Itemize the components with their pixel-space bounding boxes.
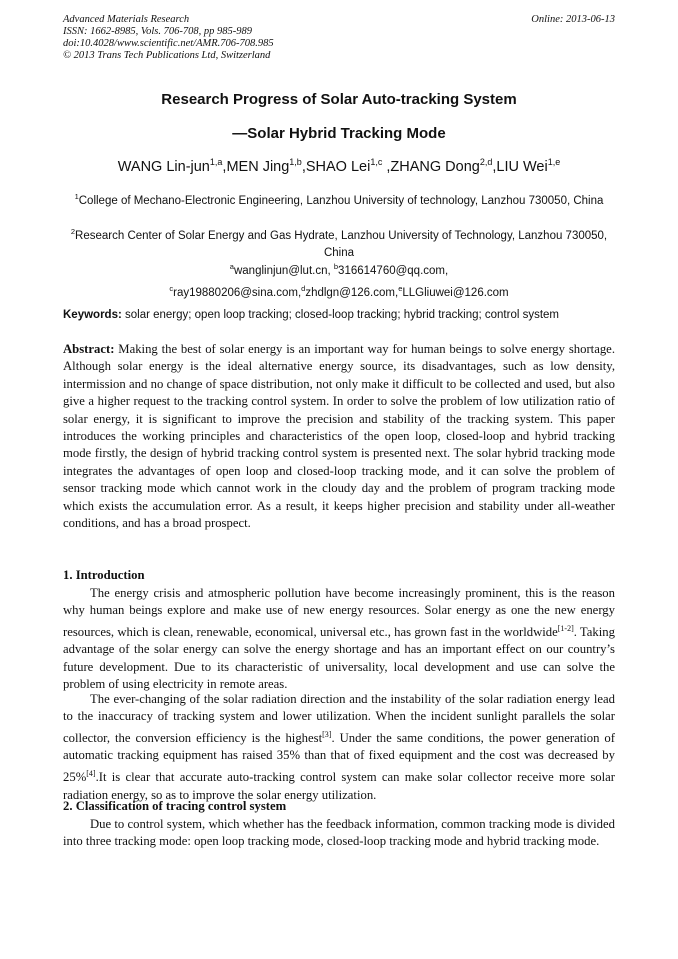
email-block — [63, 258, 615, 303]
paragraph — [63, 585, 615, 694]
author-affil-sup: 2,d — [479, 157, 493, 167]
affiliation-2 — [63, 223, 615, 263]
author-affil-sup: 1,c — [370, 157, 383, 167]
email-link: LLGliuwei@126.com — [402, 287, 509, 300]
abstract-text: Making the best of solar energy is an important way for human beings to solve energy shortage. Although solar energy is the ideal alternative energy source, its disadvantages, such as low density, intermission and no change of space distribution, not only make it difficult to be collected and used, but also give a higher request to the tracking control system. In order to solve the problem of low utilization ratio of solar energy, it is significant to improve the precision and stability of the tracking system. This paper introduces the working principles and characteristics of the open loop, closed-loop and hybrid tracking mode firstly, the design of hybrid tracking control system is presented next. The solar hybrid tracking mode integrates the advantages of open loop and closed-loop tracking mode, and it can solve the problem of sensor tracking mode which cannot work in the cloudy day and the problem of program tracking mode which exists the accumulation error. As a result, it keeps higher precision and stability under all-weather conditions, and has a broad prospect. — [63, 342, 615, 531]
author-affil-sup: 1,e — [547, 157, 561, 167]
email-sup: a — [229, 262, 234, 271]
email-sup: b — [333, 262, 339, 271]
author: ZHANG Dong — [390, 158, 480, 175]
affiliation-1 — [63, 188, 615, 210]
section-heading: 2. Classification of tracing control system — [63, 799, 287, 813]
author: WANG Lin-jun — [117, 158, 210, 175]
keywords-text: solar energy; open loop tracking; closed-loop tracking; hybrid tracking; control system — [121, 309, 560, 321]
citation: [3] — [322, 729, 332, 739]
email-link: wanglinjun@lut.cn, — [233, 264, 334, 277]
affiliation-text: Research Center of Solar Energy and Gas Hydrate, Lanzhou University of Technology, Lanzhou 730050, China — [75, 229, 608, 260]
issn-line: ISSN: 1662-8985, Vols. 706-708, pp 985-989 — [63, 26, 252, 37]
citation: [1-2] — [557, 623, 574, 633]
section-heading: 1. Introduction — [63, 568, 145, 582]
author-separator: , — [301, 158, 306, 175]
journal-header — [63, 14, 615, 62]
author-affil-sup: 1,a — [209, 157, 223, 167]
email-sup: d — [301, 284, 306, 294]
online-date: Online: 2013-06-13 — [531, 14, 615, 25]
abstract-label: Abstract: — [63, 342, 115, 356]
email-link: 316614760@qq.com, — [338, 264, 449, 277]
journal-name: Advanced Materials Research — [63, 14, 190, 25]
affiliation-text: College of Mechano-Electronic Engineering, Lanzhou University of technology, Lanzhou 730050, China — [78, 194, 604, 207]
affiliation-sup: 1 — [74, 192, 79, 201]
author-separator: , — [492, 158, 497, 175]
paragraph-text: The energy crisis and atmospheric pollution have become increasingly prominent, this is the reason why human beings explore and make use of new energy resources. Solar energy as one the new energy resources, which is clean, renewable, economical, universal etc., has grown fast in the worldwide — [63, 586, 615, 640]
paragraph: Due to control system, which whether has the feedback information, common tracking mode is divided into three tracking mode: open loop tracking mode, closed-loop tracking mode and hybrid tracking mode. — [63, 817, 615, 849]
paragraph-text: . Taking advantage of the solar energy can solve the energy shortage and has an important effect on our country’s future development. Due to its characteristic of universality, local development and use can solve the problem of using electricity in remote areas. — [63, 625, 615, 692]
citation: [4] — [86, 768, 96, 778]
keywords-label: Keywords: — [63, 309, 122, 321]
author-separator: , — [382, 158, 391, 175]
email-sup: c — [169, 284, 174, 294]
email-link: zhdlgn@126.com, — [305, 287, 399, 300]
paragraph-text: . Under the same conditions, the power generation of automatic tracking equipment has raised 35% than that of fixed equipment and the cost was decreased by 25% — [63, 731, 615, 785]
paragraph-text: .It is clear that accurate auto-tracking control system can make solar collector receive more solar radiation energy, so as to improve the solar energy utilization. — [63, 770, 615, 802]
keywords — [63, 309, 615, 321]
doi-line: doi:10.4028/www.scientific.net/AMR.706-708.985 — [63, 38, 274, 49]
paragraph — [63, 691, 615, 804]
author-list — [63, 157, 615, 175]
author: SHAO Lei — [305, 158, 371, 175]
author: LIU Wei — [496, 158, 548, 175]
author-separator: , — [222, 158, 227, 175]
copyright-line: © 2013 Trans Tech Publications Ltd, Switzerland — [63, 50, 271, 61]
author: MEN Jing — [226, 158, 290, 175]
paper-subtitle: —Solar Hybrid Tracking Mode — [232, 125, 446, 142]
author-affil-sup: 1,b — [289, 157, 302, 167]
affiliation-sup: 2 — [70, 227, 76, 236]
paragraph-text: The ever-changing of the solar radiation direction and the instability of the solar radiation energy lead to the inaccuracy of tracking system and lower utilization. When the incident sunlight parallels the solar collector, the conversion efficiency is the highest — [63, 692, 615, 746]
email-sup: e — [398, 284, 403, 294]
paper-title: Research Progress of Solar Auto-tracking System — [161, 91, 517, 108]
abstract — [63, 341, 615, 532]
email-link: ray19880206@sina.com, — [173, 287, 302, 300]
